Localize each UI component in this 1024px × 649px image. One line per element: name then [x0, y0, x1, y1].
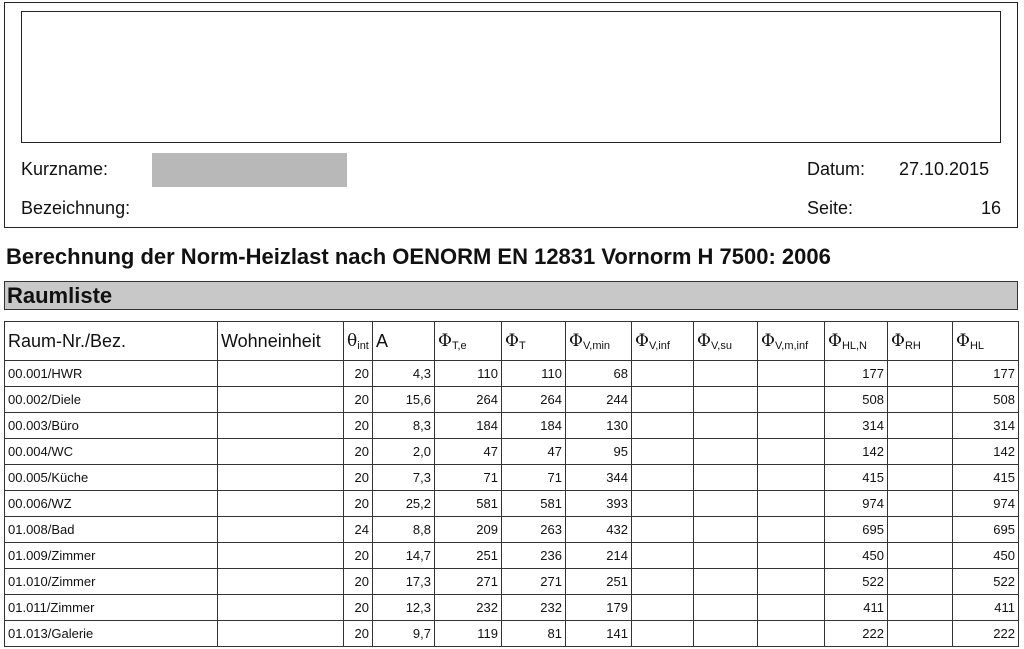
table-cell: 20	[344, 361, 373, 387]
table-cell: 142	[953, 439, 1019, 465]
table-cell: 110	[502, 361, 566, 387]
table-cell	[758, 361, 825, 387]
table-cell	[758, 465, 825, 491]
table-header-row	[5, 322, 1019, 361]
table-cell: 450	[953, 543, 1019, 569]
table-cell	[694, 387, 758, 413]
table-cell: 20	[344, 543, 373, 569]
table-cell: 232	[502, 595, 566, 621]
table-cell: 432	[566, 517, 632, 543]
table-row	[5, 439, 1019, 465]
table-cell	[694, 543, 758, 569]
table-cell	[694, 413, 758, 439]
table-cell: 81	[502, 621, 566, 647]
table-cell	[694, 517, 758, 543]
table-cell: 20	[344, 465, 373, 491]
table-cell	[888, 413, 953, 439]
table-cell: 47	[435, 439, 502, 465]
table-cell	[758, 439, 825, 465]
table-cell: 20	[344, 439, 373, 465]
column-symbol: Φ	[697, 331, 711, 351]
table-cell	[758, 569, 825, 595]
table-cell	[888, 517, 953, 543]
table-row	[5, 517, 1019, 543]
table-cell: 15,6	[373, 387, 435, 413]
table-cell: 974	[825, 491, 888, 517]
table-cell	[218, 543, 344, 569]
table-cell	[888, 621, 953, 647]
table-cell: 209	[435, 517, 502, 543]
table-cell: 130	[566, 413, 632, 439]
table-cell: 01.009/Zimmer	[5, 543, 218, 569]
column-symbol: Φ	[956, 331, 970, 351]
table-cell	[218, 387, 344, 413]
column-header	[825, 322, 888, 361]
table-cell: 110	[435, 361, 502, 387]
table-cell: 00.005/Küche	[5, 465, 218, 491]
table-cell: 415	[825, 465, 888, 491]
table-cell: 184	[435, 413, 502, 439]
table-cell: 20	[344, 491, 373, 517]
column-header	[632, 322, 694, 361]
document-header	[4, 2, 1018, 228]
table-cell: 8,3	[373, 413, 435, 439]
table-cell: 271	[502, 569, 566, 595]
table-cell: 119	[435, 621, 502, 647]
document-title: Berechnung der Norm-Heizlast nach OENORM EN 12831 Vornorm H 7500: 2006	[6, 244, 831, 269]
table-cell: 263	[502, 517, 566, 543]
table-cell: 184	[502, 413, 566, 439]
table-cell: 01.011/Zimmer	[5, 595, 218, 621]
table-cell: 01.013/Galerie	[5, 621, 218, 647]
bezeichnung-label: Bezeichnung:	[21, 198, 131, 218]
table-cell: 20	[344, 569, 373, 595]
table-cell: 20	[344, 595, 373, 621]
table-cell: 68	[566, 361, 632, 387]
table-cell: 271	[435, 569, 502, 595]
table-cell	[218, 517, 344, 543]
section-title: Raumliste	[4, 281, 1018, 310]
table-cell	[632, 543, 694, 569]
column-symbol: Φ	[569, 331, 583, 351]
table-cell: 251	[435, 543, 502, 569]
table-cell: 314	[825, 413, 888, 439]
table-cell: 411	[825, 595, 888, 621]
table-cell	[694, 465, 758, 491]
table-cell	[758, 387, 825, 413]
table-cell: 177	[825, 361, 888, 387]
table-cell: 24	[344, 517, 373, 543]
table-cell: 415	[953, 465, 1019, 491]
table-row	[5, 465, 1019, 491]
table-cell	[632, 413, 694, 439]
column-subscript: int	[357, 340, 369, 352]
table-cell: 17,3	[373, 569, 435, 595]
table-cell: 14,7	[373, 543, 435, 569]
table-cell: 01.010/Zimmer	[5, 569, 218, 595]
table-row	[5, 361, 1019, 387]
column-header	[758, 322, 825, 361]
table-cell	[218, 595, 344, 621]
column-header	[566, 322, 632, 361]
table-cell: 450	[825, 543, 888, 569]
table-cell	[218, 439, 344, 465]
table-cell: 95	[566, 439, 632, 465]
column-subscript: HL	[969, 340, 984, 352]
column-subscript: RH	[904, 340, 921, 352]
column-symbol: Φ	[635, 331, 649, 351]
table-cell: 695	[953, 517, 1019, 543]
column-header	[435, 322, 502, 361]
table-cell: 25,2	[373, 491, 435, 517]
column-symbol: Φ	[891, 331, 905, 351]
table-cell	[694, 439, 758, 465]
table-cell: 222	[953, 621, 1019, 647]
table-cell	[632, 595, 694, 621]
table-cell: 695	[825, 517, 888, 543]
table-cell	[758, 517, 825, 543]
table-cell: 7,3	[373, 465, 435, 491]
table-cell	[888, 361, 953, 387]
table-cell: 314	[953, 413, 1019, 439]
table-cell	[632, 361, 694, 387]
column-subscript: T,e	[451, 340, 467, 352]
table-cell: 8,8	[373, 517, 435, 543]
table-row	[5, 543, 1019, 569]
column-label: Raum-Nr./Bez.	[8, 330, 127, 351]
table-cell: 344	[566, 465, 632, 491]
seite-value: 16	[980, 198, 1001, 218]
table-cell: 244	[566, 387, 632, 413]
table-row	[5, 621, 1019, 647]
table-cell	[632, 517, 694, 543]
table-cell	[632, 465, 694, 491]
column-header	[5, 322, 218, 361]
table-cell	[694, 361, 758, 387]
table-cell: 236	[502, 543, 566, 569]
column-symbol: Φ	[761, 331, 775, 351]
table-cell: 20	[344, 413, 373, 439]
table-cell: 581	[435, 491, 502, 517]
column-subscript: V,inf	[648, 340, 670, 352]
table-cell: 974	[953, 491, 1019, 517]
table-cell	[758, 543, 825, 569]
column-header	[344, 322, 373, 361]
table-cell: 393	[566, 491, 632, 517]
table-cell: 177	[953, 361, 1019, 387]
table-cell: 20	[344, 387, 373, 413]
table-cell: 411	[953, 595, 1019, 621]
table-cell: 264	[502, 387, 566, 413]
table-cell: 00.001/HWR	[5, 361, 218, 387]
column-subscript: HL,N	[841, 340, 867, 352]
table-cell	[218, 361, 344, 387]
table-cell	[888, 439, 953, 465]
table-row	[5, 569, 1019, 595]
table-cell	[758, 621, 825, 647]
logo-area	[21, 11, 1001, 143]
table-cell	[758, 413, 825, 439]
column-subscript: V,m,inf	[774, 340, 809, 352]
table-cell: 20	[344, 621, 373, 647]
table-cell: 00.003/Büro	[5, 413, 218, 439]
table-cell	[694, 569, 758, 595]
table-cell: 71	[435, 465, 502, 491]
table-cell: 522	[953, 569, 1019, 595]
seite-label: Seite:	[807, 198, 854, 218]
table-cell: 179	[566, 595, 632, 621]
column-header	[953, 322, 1019, 361]
table-cell	[632, 387, 694, 413]
table-cell	[888, 491, 953, 517]
table-cell	[758, 595, 825, 621]
table-cell: 00.004/WC	[5, 439, 218, 465]
room-list-table	[4, 321, 1019, 647]
table-cell: 141	[566, 621, 632, 647]
table-cell	[632, 569, 694, 595]
table-cell: 508	[953, 387, 1019, 413]
table-cell: 232	[435, 595, 502, 621]
table-cell	[758, 491, 825, 517]
table-row	[5, 387, 1019, 413]
column-symbol: Φ	[438, 331, 452, 351]
table-cell	[694, 595, 758, 621]
table-cell: 214	[566, 543, 632, 569]
datum-value: 27.10.2015	[899, 159, 990, 179]
table-row	[5, 595, 1019, 621]
table-cell	[888, 569, 953, 595]
table-cell: 12,3	[373, 595, 435, 621]
table-row	[5, 413, 1019, 439]
table-cell	[218, 569, 344, 595]
column-header	[218, 322, 344, 361]
table-cell	[632, 491, 694, 517]
table-cell	[888, 543, 953, 569]
column-header	[502, 322, 566, 361]
table-cell	[888, 387, 953, 413]
table-cell: 581	[502, 491, 566, 517]
column-subscript: V,min	[582, 340, 611, 352]
table-cell: 251	[566, 569, 632, 595]
table-cell	[632, 439, 694, 465]
table-cell	[218, 621, 344, 647]
table-cell	[888, 595, 953, 621]
table-cell: 00.006/WZ	[5, 491, 218, 517]
column-symbol: Φ	[828, 331, 842, 351]
table-cell: 9,7	[373, 621, 435, 647]
table-cell	[218, 413, 344, 439]
table-cell: 4,3	[373, 361, 435, 387]
column-subscript: V,su	[710, 340, 732, 352]
column-header	[373, 322, 435, 361]
table-cell	[888, 465, 953, 491]
table-cell	[218, 491, 344, 517]
redacted-kurzname-value	[152, 153, 347, 187]
table-cell: 508	[825, 387, 888, 413]
table-cell: 222	[825, 621, 888, 647]
column-header	[888, 322, 953, 361]
column-header	[694, 322, 758, 361]
table-cell	[694, 621, 758, 647]
column-label: Wohneinheit	[221, 330, 321, 351]
column-symbol: θ	[347, 331, 358, 351]
column-label: A	[376, 330, 389, 351]
table-cell: 47	[502, 439, 566, 465]
table-row	[5, 491, 1019, 517]
column-subscript: T	[518, 340, 526, 352]
table-cell: 2,0	[373, 439, 435, 465]
datum-label: Datum:	[807, 159, 866, 179]
table-cell: 264	[435, 387, 502, 413]
table-cell: 71	[502, 465, 566, 491]
table-cell: 142	[825, 439, 888, 465]
table-cell: 522	[825, 569, 888, 595]
column-symbol: Φ	[505, 331, 519, 351]
table-cell	[694, 491, 758, 517]
table-cell: 00.002/Diele	[5, 387, 218, 413]
table-cell: 01.008/Bad	[5, 517, 218, 543]
table-cell	[632, 621, 694, 647]
kurzname-label: Kurzname:	[21, 159, 109, 179]
table-cell	[218, 465, 344, 491]
